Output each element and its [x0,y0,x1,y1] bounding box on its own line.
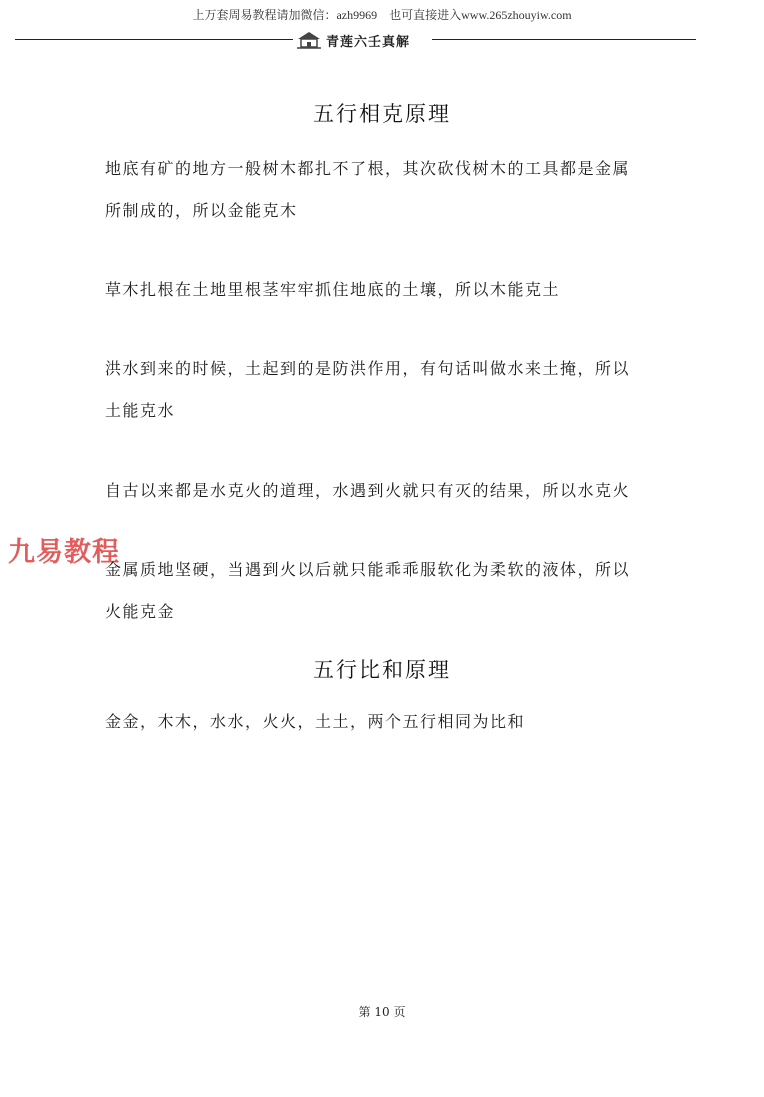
page-number: 第 10 页 [358,1005,406,1019]
text-line: 洪水到来的时候，土起到的是防洪作用，有句话叫做水来土掩，所以 [105,359,631,378]
text-line: 地底有矿的地方一般树木都扎不了根，其次砍伐树木的工具都是金属 [105,159,631,178]
text-line: 所制成的，所以金能克木 [105,201,298,220]
paragraph-4 [105,478,665,520]
header-rule-left [15,39,293,40]
text-line: 土能克水 [105,401,176,420]
paragraph-6 [105,709,665,751]
section-title-wuxing-xiangke: 五行相克原理 [313,102,451,126]
paragraph-2 [105,277,665,319]
paragraph-3 [105,356,665,440]
brand-logo-icon [296,30,322,50]
header-rule-right [432,39,696,40]
header-brand [296,29,430,51]
text-line: 自古以来都是水克火的道理，水遇到火就只有灭的结果，所以水克火 [105,481,631,500]
section-title-wuxing-bihe: 五行比和原理 [313,658,451,682]
paragraph-5 [105,557,665,641]
text-line: 金属质地坚硬，当遇到火以后就只能乖乖服软化为柔软的液体，所以 [105,560,631,579]
text-line: 金金，木木，水水，火火，土土，两个五行相同为比和 [105,712,526,731]
text-line: 火能克金 [105,602,176,621]
brand-title: 青莲六壬真解 [326,34,411,50]
text-line: 草木扎根在土地里根茎牢牢抓住地底的土壤，所以木能克土 [105,280,561,299]
paragraph-1 [105,156,665,240]
watermark-logo: 九易教程 [8,537,120,568]
top-watermark-note: 上万套周易教程请加微信：azh9969 也可直接进入www.265zhouyiw.com [192,8,572,22]
